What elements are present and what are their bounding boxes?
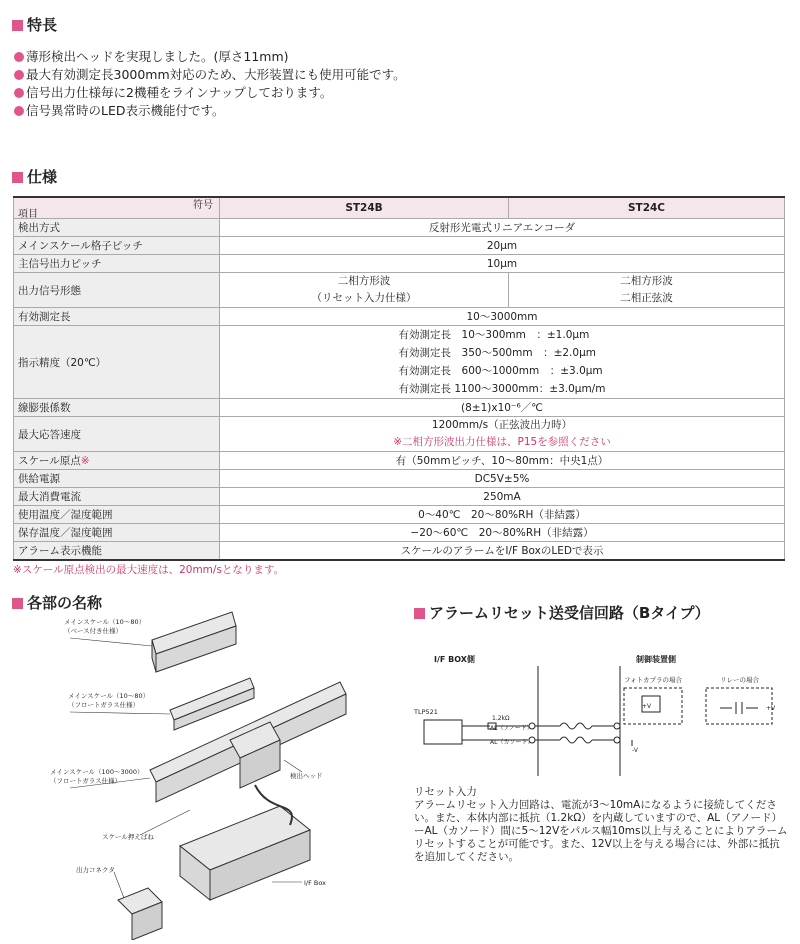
label-connector: 出力コネクタ [76,866,115,874]
relay-box [706,688,772,724]
plus-v-label: +V [642,703,652,710]
section-marker-icon [12,172,23,183]
feature-item: 信号異常時のLED表示機能付です。 [14,102,406,120]
bullet-icon [14,70,24,80]
table-row: メインスケール格子ピッチ 20μm [14,237,785,255]
minus-v-label: -V [632,747,638,754]
terminal-ctrl-k-icon [614,737,620,743]
spec-table [13,196,785,561]
relay-plus-v-label: +V [766,705,776,712]
signal-b-cell: 二相方形波 （リセット入力仕様） [220,273,509,308]
resistor-label: 1.2kΩ [492,715,510,722]
features-title: 特長 [12,14,57,35]
feature-item: 最大有効測定長3000mm対応のため、大形装置にも使用可能です。 [14,66,406,84]
photo-case-label: フォトカプラの場合 [624,676,682,684]
reset-description: リセット入力 アラームリセット入力回路は、電流が3〜10mAになるように接続してください。また、本体内部に抵抗（1.2kΩ）を内蔵していますので、AL（アノード）ーAL（カソード）間に5〜12Vをパルス幅10ms以上与えることによりアラームリセットすることが可能です。また、12V以上を与える場合には、外部に抵抗を追加してください。 [414,786,788,863]
parts-title: 各部の名称 [12,592,102,613]
table-row: 線膨張係数 (8±1)x10⁻⁶／℃ [14,399,785,417]
table-row: 最大消費電流 250mA [14,488,785,506]
table-row: 保存温度／湿度範囲 −20〜60℃ 20〜80%RH（非結露） [14,524,785,542]
label-scale1: メインスケール（10〜80） [64,618,146,626]
signal-c-cell: 二相方形波 二相正弦波 [509,273,785,308]
bullet-icon [14,106,24,116]
bullet-icon [14,88,24,98]
circuit-diagram [410,650,790,780]
circuit-title: アラームリセット送受信回路（Bタイプ） [414,602,710,623]
label-clamp: スケール押えばね [102,833,154,841]
features-list [14,48,406,120]
tlp-label: TLP521 [414,708,438,716]
twisted-pair-icon [560,723,592,743]
label-scale2-sub: （フロートガラス仕様） [68,701,140,709]
spec-title: 仕様 [12,166,57,187]
anode-label: AL（アノード） [490,725,533,732]
spec-footnote: ※スケール原点検出の最大速度は、20mm/sとなります。 [13,564,285,576]
header-st24b: ST24B [220,197,509,219]
table-row: 指示精度（20℃） 有効測定長 10〜300mm ：±1.0μm 有効測定長 350〜500mm ：±2.0μm 有効測定長 600〜1000mm ：±3.0μm 有効測定長 1100〜3000mm：±3.0μm/m [14,326,785,399]
feature-item: 薄形検出ヘッドを実現しました。(厚さ11mm) [14,48,406,66]
label-ifbox: I/F Box [304,879,326,887]
label-scale2: メインスケール（10〜80） [68,692,150,700]
header-item-cell: 項目 符号 [14,197,220,219]
label-scale3: メインスケール（100〜3000） [50,768,144,776]
ctrl-side-label: 制御装置側 [636,655,676,664]
table-row: 検出方式 反射形光電式リニアエンコーダ [14,219,785,237]
origin-label-cell: スケール原点※ [14,452,220,470]
parts-diagram [40,610,370,940]
section-marker-icon [12,20,23,31]
section-marker-icon [414,608,425,619]
accuracy-cell: 有効測定長 10〜300mm ：±1.0μm 有効測定長 350〜500mm ：±2.0μm 有効測定長 600〜1000mm ：±3.0μm 有効測定長 1100〜3000mm：±3.0μm/m [220,326,785,399]
table-row: 最大応答速度 1200mm/s（正弦波出力時） ※二相方形波出力仕様は、P15を参照ください [14,417,785,452]
table-row: 使用温度／湿度範囲 0〜40℃ 20〜80%RH（非結露） [14,506,785,524]
table-row: 有効測定長 10〜3000mm [14,308,785,326]
label-scale3-sub: （フロートガラス仕様） [50,777,122,785]
bullet-icon [14,52,24,62]
header-st24c: ST24C [509,197,785,219]
table-row: 出力信号形態 二相方形波 （リセット入力仕様） 二相方形波 二相正弦波 [14,273,785,308]
spec-header-row [14,197,785,219]
terminal-ctrl-a-icon [614,723,620,729]
section-marker-icon [12,598,23,609]
photocoupler-box [624,688,682,724]
table-row: 供給電源 DC5V±5% [14,470,785,488]
table-row: スケール原点※ 有（50mmピッチ、10〜80mm：中央1点） [14,452,785,470]
table-row: アラーム表示機能 スケールのアラームをI/F BoxのLEDで表示 [14,542,785,561]
ifbox-side-label: I/F BOX側 [434,655,475,664]
relay-case-label: リレーの場合 [720,676,759,684]
feature-item: 信号出力仕様毎に2機種をラインナップしております。 [14,84,406,102]
cable-wires [535,726,560,740]
tlp-box [424,720,462,744]
relay-contact-icon [720,702,758,714]
speed-cell: 1200mm/s（正弦波出力時） ※二相方形波出力仕様は、P15を参照ください [220,417,785,452]
cathode-label: AL（カソード） [490,739,534,746]
table-row: 主信号出力ピッチ 10μm [14,255,785,273]
label-scale1-sub: （ベース付き仕様） [64,627,123,635]
label-head: 検出ヘッド [290,772,323,780]
